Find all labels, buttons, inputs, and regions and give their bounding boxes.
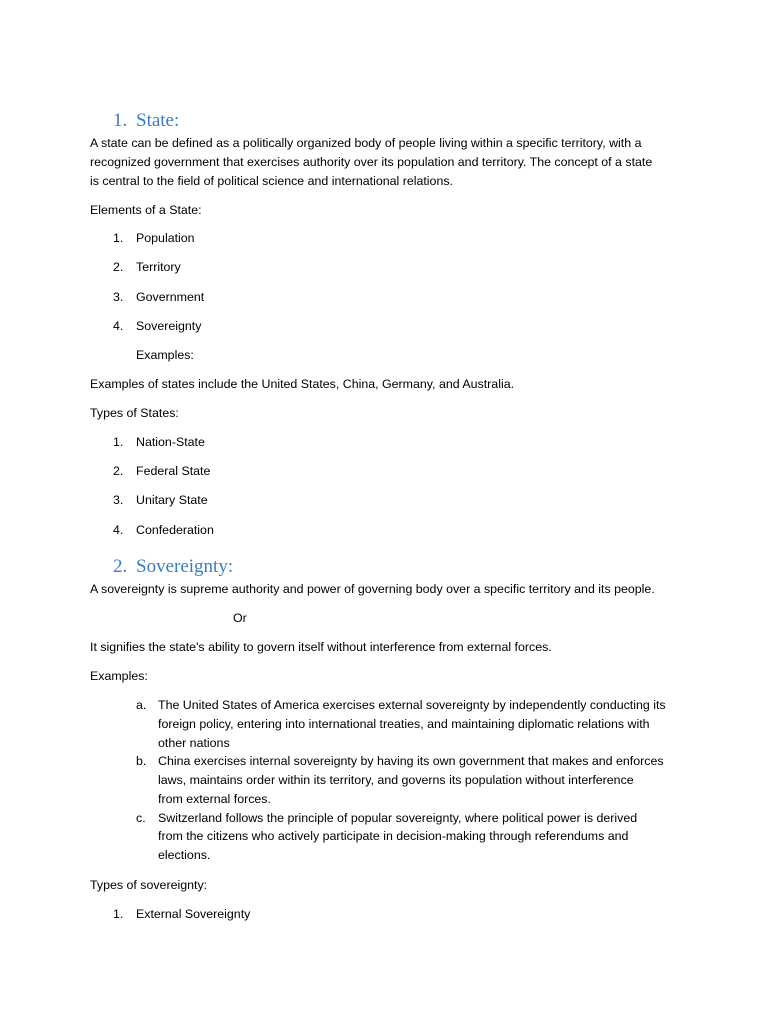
list-marker: 3.: [113, 290, 124, 304]
state-definition-line-1: A state can be defined as a politically organized body of people living within a specific territory, with a: [90, 136, 642, 150]
elements-label: Elements of a State:: [90, 203, 202, 217]
types-of-states-label: Types of States:: [90, 406, 179, 420]
list-marker: 4.: [113, 523, 124, 537]
example-c-line-2: from the citizens who actively participate in decision-making through referendums and: [158, 829, 629, 843]
list-item: Government: [136, 290, 205, 304]
list-marker: 1.: [113, 231, 124, 245]
list-marker: c.: [136, 811, 146, 825]
example-c-line-1: Switzerland follows the principle of popular sovereignty, where political power is derived: [158, 811, 638, 825]
sovereignty-examples-label: Examples:: [90, 669, 148, 683]
list-marker: 2.: [113, 260, 124, 274]
or-text: Or: [233, 611, 247, 625]
types-of-sovereignty-label: Types of sovereignty:: [90, 878, 208, 892]
list-item: Territory: [136, 260, 181, 274]
list-marker: 1.: [113, 907, 124, 921]
list-marker: 3.: [113, 493, 124, 507]
state-definition-line-2: recognized government that exercises authority over its population and territory. The concept of a state: [90, 155, 653, 169]
section-2-title: Sovereignty:: [136, 556, 234, 577]
list-item: External Sovereignty: [136, 907, 251, 921]
list-item: Federal State: [136, 464, 211, 478]
sovereignty-signifies: It signifies the state's ability to govern itself without interference from external forces.: [90, 640, 552, 654]
example-b-line-3: from external forces.: [158, 792, 271, 806]
list-item: Sovereignty: [136, 319, 202, 333]
list-marker: 4.: [113, 319, 124, 333]
list-item: Unitary State: [136, 493, 208, 507]
example-c-line-3: elections.: [158, 848, 211, 862]
list-item: Nation-State: [136, 435, 205, 449]
sovereignty-definition: A sovereignty is supreme authority and power of governing body over a specific territory and its people.: [90, 582, 655, 596]
section-1-title: State:: [136, 110, 180, 131]
list-marker: 2.: [113, 464, 124, 478]
section-1-number: 1.: [113, 110, 128, 131]
section-2-number: 2.: [113, 556, 128, 577]
examples-label: Examples:: [136, 348, 194, 362]
example-a-line-2: foreign policy, entering into international treaties, and maintaining diplomatic relations with: [158, 717, 650, 731]
example-b-line-1: China exercises internal sovereignty by having its own government that makes and enforces: [158, 754, 664, 768]
list-item: Population: [136, 231, 195, 245]
state-examples: Examples of states include the United States, China, Germany, and Australia.: [90, 377, 515, 391]
example-a-line-3: other nations: [158, 736, 230, 750]
list-marker: a.: [136, 698, 147, 712]
state-definition-line-3: is central to the field of political science and international relations.: [90, 174, 453, 188]
list-item: Confederation: [136, 523, 214, 537]
list-marker: b.: [136, 754, 147, 768]
example-a-line-1: The United States of America exercises external sovereignty by independently conducting its: [158, 698, 666, 712]
list-marker: 1.: [113, 435, 124, 449]
example-b-line-2: laws, maintains order within its territory, and governs its population without interference: [158, 773, 634, 787]
